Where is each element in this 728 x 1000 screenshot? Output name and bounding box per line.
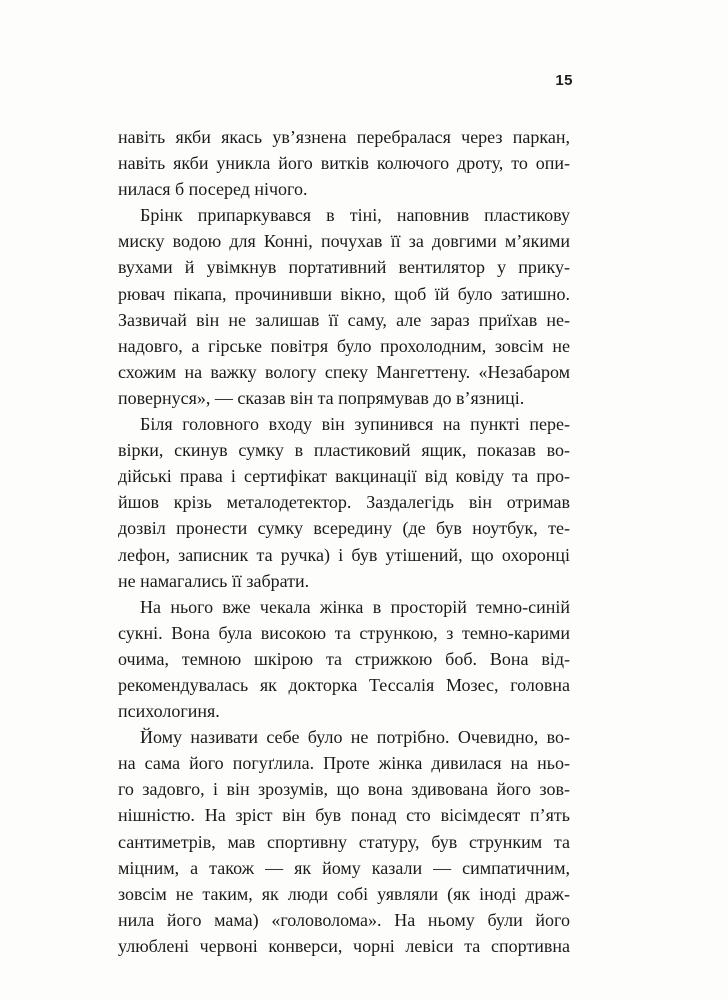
text-line: не намагались її забрати. <box>118 570 310 591</box>
text-line: йшов крізь металодетектор. Заздалегідь він отримав <box>118 492 570 513</box>
text-line: очима, темною шкірою та стрижкою боб. Вона від- <box>118 648 570 669</box>
text-line: міцним, а також — як йому казали — симпатичним, <box>118 857 570 878</box>
body-text <box>118 124 570 959</box>
text-line: зовсім не таким, як люди собі уявляли (як іноді драж- <box>118 883 570 904</box>
text-line: дійські права і сертифікат вакцинації від ковіду та про- <box>118 466 570 487</box>
text-line: рювач пікапа, прочинивши вікно, щоб їй було затишно. <box>118 283 570 304</box>
text-line: улюблені червоні конверси, чорні левіси та спортивна <box>118 935 570 956</box>
text-line: сукні. Вона була високою та стрункою, з темно-карими <box>118 622 570 643</box>
text-line: лефон, записник та ручка) і був утішений, що охоронці <box>118 544 570 565</box>
text-line: нилася б посеред нічого. <box>118 179 308 200</box>
text-line: Зазвичай він не залишав її саму, але зараз приїхав не- <box>118 309 570 330</box>
text-line: вірки, скинув сумку в пластиковий ящик, показав во- <box>118 440 570 461</box>
text-line: повернуся», — сказав він та попрямував до в’язниці. <box>118 387 525 408</box>
text-line: нила його мама) «головолома». На ньому були його <box>118 909 570 930</box>
text-line: вухами й увімкнув портативний вентилятор у прику- <box>118 257 570 278</box>
text-line: нішністю. На зріст він був понад сто вісімдесят п’ять <box>118 805 570 826</box>
paragraph <box>118 124 570 202</box>
text-line: дозвіл пронести сумку всередину (де був ноутбук, те- <box>118 518 570 539</box>
text-line: го задовго, і він зрозумів, що вона здивована його зов- <box>118 779 570 800</box>
text-line: миску водою для Конні, почухав її за довгими м’якими <box>118 231 570 252</box>
page-number: 15 <box>555 72 573 89</box>
text-line: надовго, а гірське повітря було прохолодним, зовсім не <box>118 335 570 356</box>
text-line: на сама його погуґлила. Проте жінка дивилася на ньо- <box>118 753 570 774</box>
paragraph <box>118 724 570 959</box>
text-line: психологиня. <box>118 701 220 722</box>
paragraph <box>118 594 570 724</box>
text-line: навіть якби уникла його витків колючого дроту, то опи- <box>118 153 570 174</box>
text-line: навіть якби якась ув’язнена перебралася через паркан, <box>118 127 570 147</box>
text-line: сантиметрів, мав спортивну статуру, був струнким та <box>118 831 570 852</box>
text-line: Йому називати себе було не потрібно. Очевидно, во- <box>140 727 570 748</box>
paragraph <box>118 202 570 411</box>
text-line: схожим на важку вологу спеку Мангеттену. «Незабаром <box>118 361 570 382</box>
text-line: рекомендувалась як докторка Тессалія Мозес, головна <box>118 674 570 695</box>
text-line: На нього вже чекала жінка в просторій темно-синій <box>140 596 570 617</box>
text-line: Біля головного входу він зупинився на пункті пере- <box>140 414 570 435</box>
paragraph <box>118 411 570 594</box>
text-line: Брінк припаркувався в тіні, наповнив пластикову <box>140 205 570 226</box>
